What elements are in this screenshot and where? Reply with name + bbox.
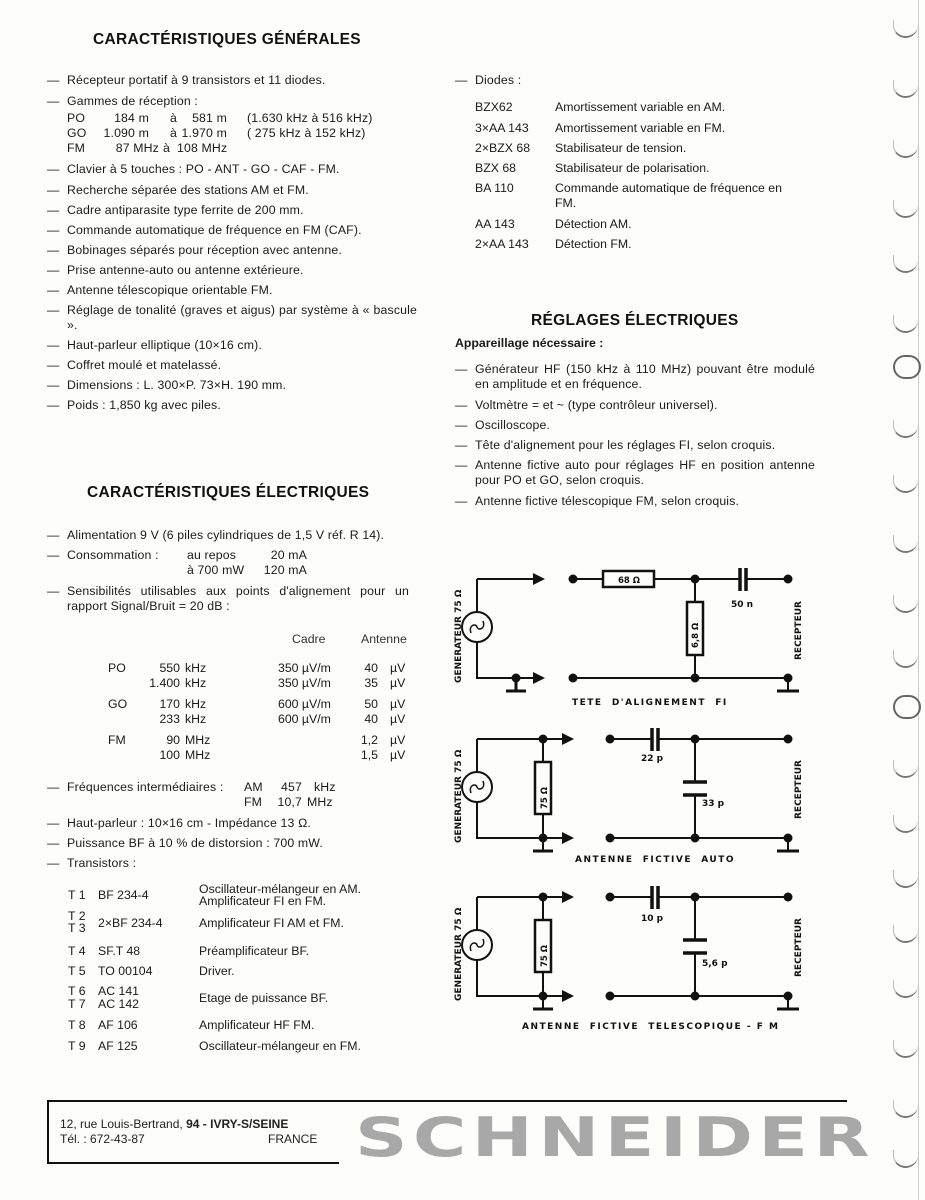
consommation: — Consommation : au repos 20 mA à 700 mW 120 mA — [47, 548, 307, 577]
puissance: — Puissance BF à 10 % de distorsion : 700 mW. — [47, 836, 323, 850]
binder-hole-icon — [893, 200, 918, 218]
label-6-8: 6,8 Ω — [691, 622, 701, 648]
list-item: — Antenne fictive auto pour réglages HF en position antenne pour PO et GO, selon croquis. — [455, 458, 815, 487]
schematics — [440, 555, 840, 1045]
sensibilites: — Sensibilités utilisables aux points d'alignement pour un rapport Signal/Bruit = 20 dB : — [47, 584, 409, 613]
list-item: — Recherche séparée des stations AM et FM. — [47, 183, 309, 197]
reglages-title: RÉGLAGES ÉLECTRIQUES — [531, 312, 739, 329]
label-33p: 33 p — [702, 799, 725, 809]
list-item: — Oscilloscope. — [455, 418, 551, 432]
diodes-label: — Diodes : — [455, 73, 522, 87]
svg-text:RECEPTEUR: RECEPTEUR — [794, 760, 804, 819]
list-item: — Gammes de réception : — [47, 94, 198, 108]
country: FRANCE — [268, 1132, 318, 1146]
svg-text:RECEPTEUR: RECEPTEUR — [794, 918, 804, 977]
binder-hole-icon — [893, 1040, 918, 1058]
binder-hole-icon — [893, 80, 918, 98]
haut-parleur: — Haut-parleur : 10×16 cm - Impédance 13 Ω. — [47, 816, 311, 830]
list-item: — Réglage de tonalité (graves et aigus) par système à « bascule ». — [47, 303, 417, 332]
list-item: — Bobinages séparés pour réception avec antenne. — [47, 243, 342, 257]
header-cadre: Cadre — [292, 632, 326, 646]
list-item: — Antenne fictive télescopique FM, selon croquis. — [455, 494, 740, 508]
receiver-label: RECEPTEUR — [794, 601, 804, 660]
schematic-fi-head — [462, 568, 799, 691]
label-68: 68 Ω — [618, 576, 641, 586]
binder-hole-icon — [893, 20, 918, 38]
binder-hole-icon — [893, 980, 918, 998]
label-75-auto: 75 Ω — [540, 786, 550, 809]
label-5-6p: 5,6 p — [702, 959, 728, 969]
tele-caption: ANTENNE FICTIVE TELESCOPIQUE - F M — [522, 1022, 780, 1032]
binder-hole-icon — [893, 925, 918, 943]
fi-caption: TETE D'ALIGNEMENT FI — [572, 698, 728, 708]
label-22p: 22 p — [641, 754, 664, 764]
binder-hole-icon — [893, 420, 918, 438]
general-title: CARACTÉRISTIQUES GÉNÉRALES — [93, 31, 361, 48]
list-item: — Dimensions : L. 300×P. 73×H. 190 mm. — [47, 378, 287, 392]
list-item: — Antenne télescopique orientable FM. — [47, 283, 273, 297]
binder-hole-icon — [893, 870, 918, 888]
binder-hole-icon — [893, 595, 918, 613]
brand-logo: SCHNEIDER — [355, 1106, 876, 1169]
list-item: — Haut-parleur elliptique (10×16 cm). — [47, 338, 262, 352]
auto-caption: ANTENNE FICTIVE AUTO — [575, 855, 736, 865]
binder-hole-icon — [893, 650, 918, 668]
list-item: — Poids : 1,850 kg avec piles. — [47, 398, 221, 412]
label-50n: 50 n — [731, 600, 754, 610]
list-item: — Coffret moulé et matelassé. — [47, 358, 222, 372]
list-item: — Générateur HF (150 kHz à 110 MHz) pouvant être modulé en amplitude et en fréquence. — [455, 362, 815, 391]
binder-hole-icon — [893, 815, 918, 833]
label-75-tele: 75 Ω — [540, 944, 550, 967]
alimentation: — Alimentation 9 V (6 piles cylindriques de 1,5 V réf. R 14). — [47, 528, 385, 542]
list-item: — Clavier à 5 touches : PO - ANT - GO - CAF - FM. — [47, 162, 340, 176]
address: 12, rue Louis-Bertrand, 94 - IVRY-S/SEINE — [60, 1117, 289, 1131]
electrical-title: CARACTÉRISTIQUES ÉLECTRIQUES — [87, 484, 370, 501]
schematic-auto — [462, 728, 799, 851]
binder-hole-icon — [893, 355, 921, 379]
transistors-label: — Transistors : — [47, 856, 137, 870]
binder-hole-icon — [893, 695, 921, 719]
list-item: — Tête d'alignement pour les réglages FI, selon croquis. — [455, 438, 776, 452]
label-10p: 10 p — [641, 914, 664, 924]
binder-hole-icon — [893, 535, 918, 553]
list-item: — Voltmètre = et ~ (type contrôleur universel). — [455, 398, 718, 412]
binder-hole-icon — [893, 315, 918, 333]
list-item: — Récepteur portatif à 9 transistors et 11 diodes. — [47, 73, 326, 87]
binder-hole-icon — [893, 760, 918, 778]
svg-text:GENERATEUR 75 Ω: GENERATEUR 75 Ω — [454, 749, 464, 843]
binder-hole-icon — [893, 1150, 918, 1168]
binder-hole-icon — [893, 140, 918, 158]
generator-label: GENERATEUR 75 Ω — [454, 589, 464, 683]
phone: Tél. : 672-43-87 — [60, 1132, 145, 1146]
header-antenne: Antenne — [361, 632, 407, 646]
schematic-tele — [462, 886, 799, 1009]
list-item: — Commande automatique de fréquence en FM (CAF). — [47, 223, 362, 237]
reglages-subtitle: Appareillage nécessaire : — [455, 336, 604, 350]
frequences-intermediaires: — Fréquences intermédiaires : AM 457 kHz FM 10,7 MHz — [47, 780, 336, 809]
list-item: — Cadre antiparasite type ferrite de 200 mm. — [47, 203, 304, 217]
list-item: — Prise antenne-auto ou antenne extérieure. — [47, 263, 304, 277]
svg-text:GENERATEUR 75 Ω: GENERATEUR 75 Ω — [454, 907, 464, 1001]
page-edge — [918, 0, 919, 1200]
binder-hole-icon — [893, 475, 918, 493]
binder-hole-icon — [893, 255, 918, 273]
binder-hole-icon — [893, 1100, 918, 1118]
